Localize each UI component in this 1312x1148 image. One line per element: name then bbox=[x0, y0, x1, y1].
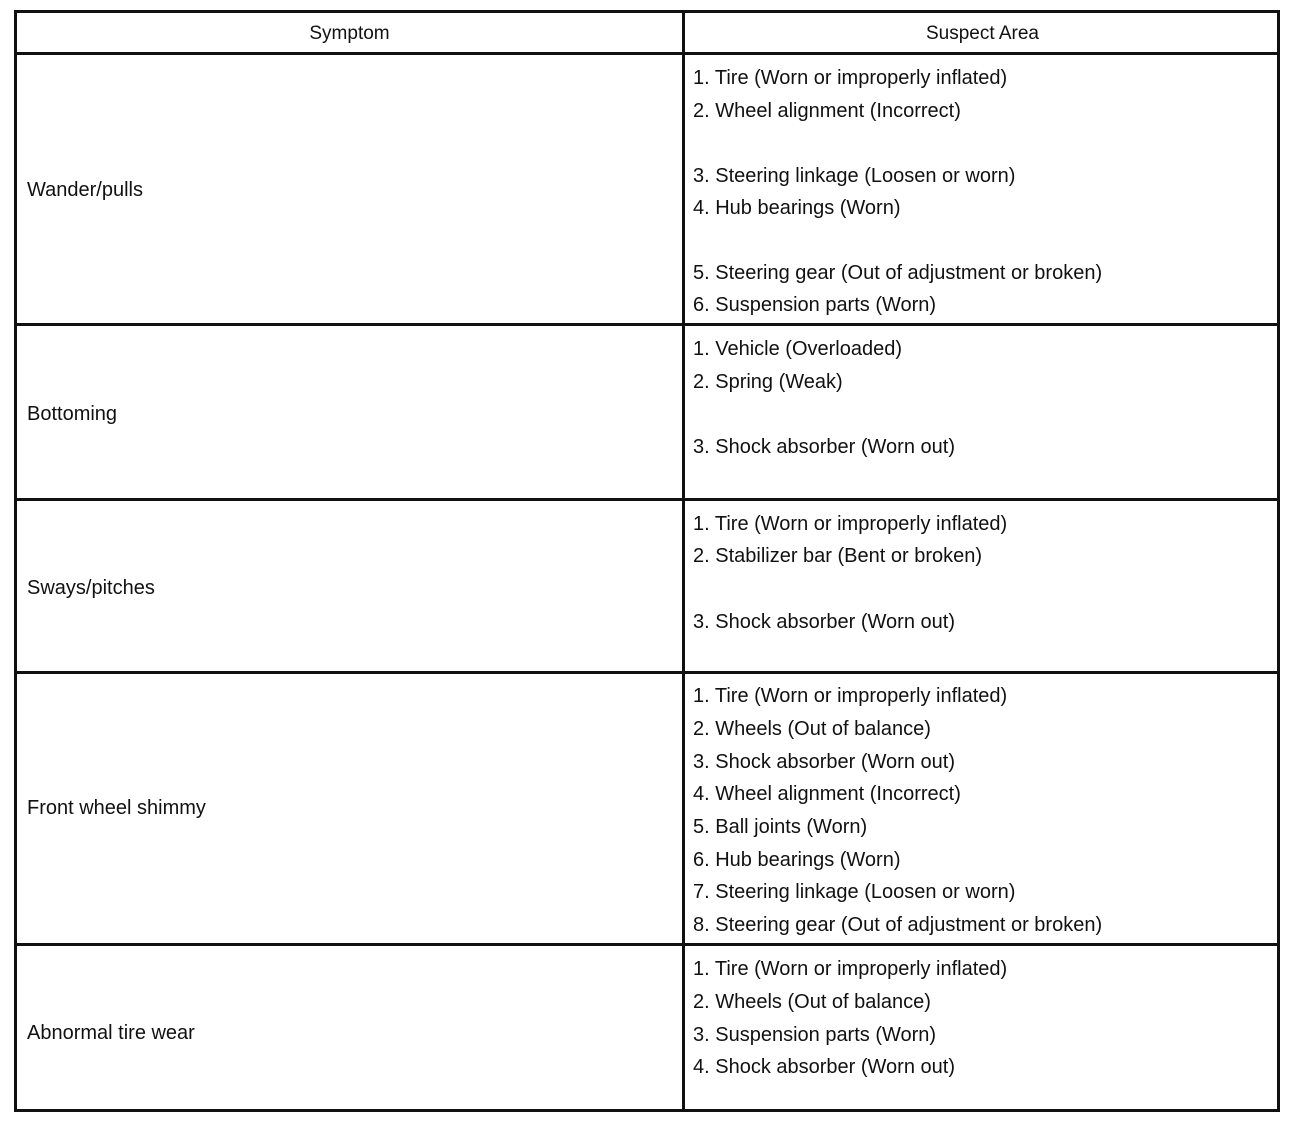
suspect-area-item: 3. Suspension parts (Worn) bbox=[693, 1024, 937, 1046]
suspect-area-item: 3. Shock absorber (Worn out) bbox=[693, 751, 955, 773]
suspect-area-item: 7. Steering linkage (Loosen or worn) bbox=[693, 881, 1016, 903]
suspect-area-item: 1. Tire (Worn or improperly inflated) bbox=[693, 958, 1008, 980]
suspect-area-item: 5. Ball joints (Worn) bbox=[693, 816, 868, 838]
suspect-area-item: 2. Spring (Weak) bbox=[693, 371, 843, 393]
suspect-area-item: 4. Hub bearings (Worn) bbox=[693, 197, 901, 219]
suspect-area-item: 2. Stabilizer bar (Bent or broken) bbox=[693, 545, 983, 567]
symptom-cell: Bottoming bbox=[27, 403, 118, 425]
symptom-cell: Abnormal tire wear bbox=[27, 1022, 195, 1044]
header-suspect-area: Suspect Area bbox=[925, 23, 1040, 44]
table-row bbox=[17, 55, 1277, 326]
suspect-area-item: 1. Tire (Worn or improperly inflated) bbox=[693, 685, 1008, 707]
suspect-area-item: 6. Suspension parts (Worn) bbox=[693, 294, 937, 316]
table-row bbox=[17, 501, 1277, 674]
symptom-cell: Front wheel shimmy bbox=[27, 797, 206, 819]
suspect-area-item: 3. Shock absorber (Worn out) bbox=[693, 436, 955, 458]
suspect-area-item: 4. Wheel alignment (Incorrect) bbox=[693, 783, 961, 805]
table-row bbox=[17, 326, 1277, 501]
suspect-area-item: 6. Hub bearings (Worn) bbox=[693, 849, 901, 871]
suspect-area-item: 1. Tire (Worn or improperly inflated) bbox=[693, 67, 1008, 89]
suspect-area-item: 8. Steering gear (Out of adjustment or broken) bbox=[693, 914, 1103, 936]
symptom-cell: Wander/pulls bbox=[27, 179, 143, 201]
table-row bbox=[17, 946, 1277, 1109]
table-row bbox=[17, 674, 1277, 946]
table-header-row bbox=[17, 13, 1277, 55]
suspect-area-item: 1. Vehicle (Overloaded) bbox=[693, 338, 903, 360]
symptom-table bbox=[14, 10, 1280, 1112]
suspect-area-item: 1. Tire (Worn or improperly inflated) bbox=[693, 513, 1008, 535]
suspect-area-item: 4. Shock absorber (Worn out) bbox=[693, 1056, 955, 1078]
suspect-area-item: 2. Wheels (Out of balance) bbox=[693, 991, 931, 1013]
suspect-area-item: 3. Shock absorber (Worn out) bbox=[693, 611, 955, 633]
suspect-area-item: 3. Steering linkage (Loosen or worn) bbox=[693, 165, 1016, 187]
suspect-area-item: 2. Wheel alignment (Incorrect) bbox=[693, 100, 961, 122]
suspect-area-item: 2. Wheels (Out of balance) bbox=[693, 718, 931, 740]
header-symptom: Symptom bbox=[309, 23, 390, 44]
symptom-cell: Sways/pitches bbox=[27, 577, 155, 599]
suspect-area-item: 5. Steering gear (Out of adjustment or broken) bbox=[693, 262, 1103, 284]
